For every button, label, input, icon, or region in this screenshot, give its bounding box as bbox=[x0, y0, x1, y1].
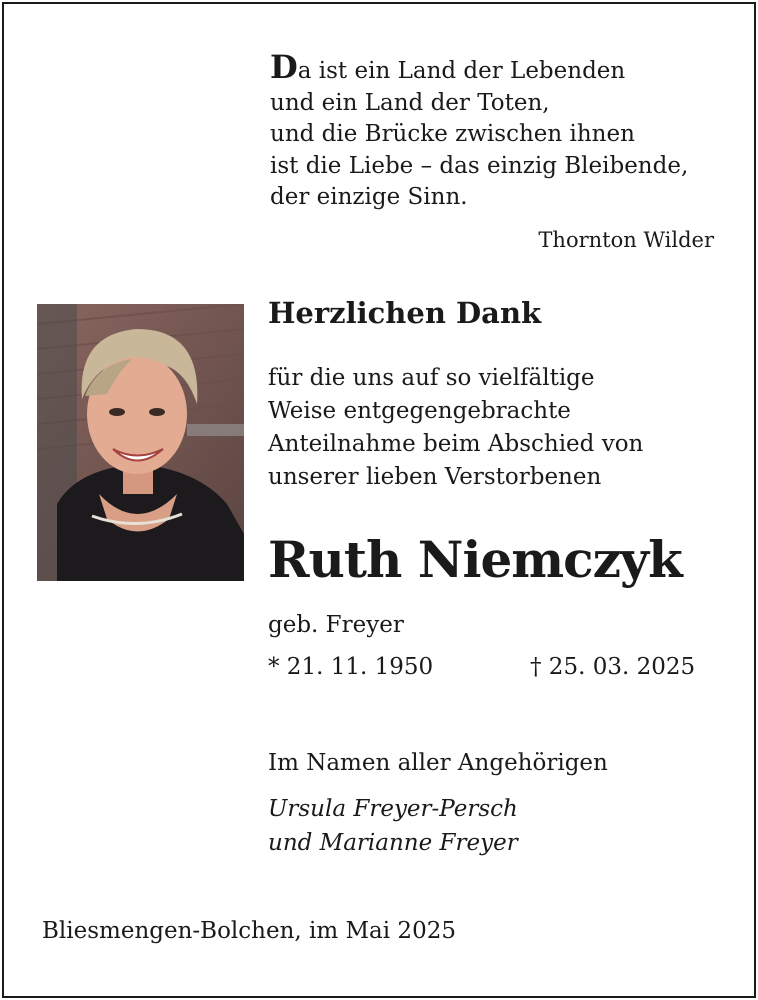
thanks-heading: Herzlichen Dank bbox=[268, 296, 542, 330]
portrait-image bbox=[37, 304, 244, 581]
poem-line: der einzige Sinn. bbox=[270, 184, 468, 210]
thanks-line: Anteilnahme beim Abschied von bbox=[268, 431, 644, 457]
thanks-line: für die uns auf so vielfältige bbox=[268, 365, 595, 391]
thanks-line: Weise entgegengebrachte bbox=[268, 398, 571, 424]
birth-date: * 21. 11. 1950 bbox=[268, 654, 434, 680]
poem-line bbox=[270, 48, 688, 88]
poem-line: ist die Liebe – das einzig Bleibende, bbox=[270, 152, 689, 179]
thanks-text bbox=[268, 362, 643, 494]
death-date: † 25. 03. 2025 bbox=[530, 654, 696, 680]
family-names bbox=[268, 792, 518, 860]
place-and-date: Bliesmengen-Bolchen, im Mai 2025 bbox=[42, 918, 456, 944]
poem-author: Thornton Wilder bbox=[538, 228, 714, 252]
poem-line: und ein Land der Toten, bbox=[270, 89, 550, 116]
poem-dropcap: D bbox=[270, 48, 298, 86]
family-name-line: und Marianne Freyer bbox=[268, 830, 518, 856]
poem-line: und die Brücke zwischen ihnen bbox=[270, 121, 635, 147]
family-name-line: Ursula Freyer-Persch bbox=[268, 796, 518, 822]
deceased-name: Ruth Niemczyk bbox=[268, 530, 682, 589]
thanks-line: unserer lieben Verstorbenen bbox=[268, 464, 602, 490]
poem-first-line: a ist ein Land der Lebenden bbox=[297, 58, 626, 84]
portrait-photo bbox=[37, 304, 244, 581]
maiden-name: geb. Freyer bbox=[268, 612, 404, 638]
family-intro: Im Namen aller Angehörigen bbox=[268, 750, 608, 776]
poem bbox=[270, 48, 689, 214]
